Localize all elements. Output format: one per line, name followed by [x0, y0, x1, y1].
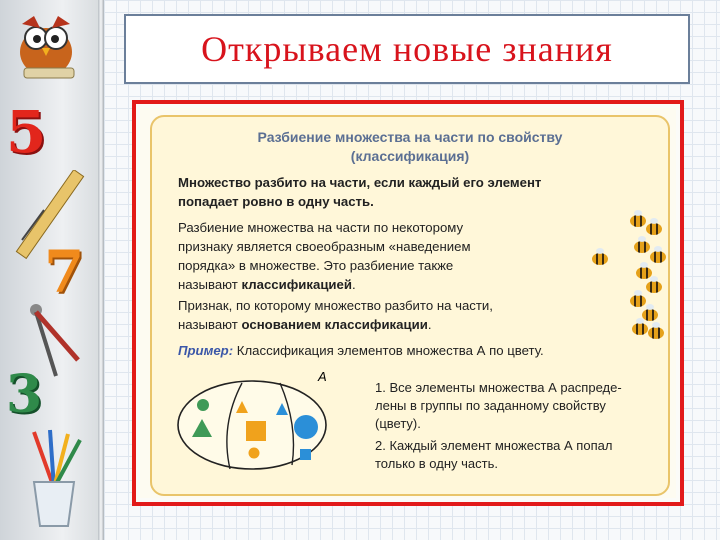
definition-text: Множество разбито на части, если каждый его элемент попадает ровно в одну часть. — [178, 175, 542, 209]
term-basis: основанием классификации — [241, 317, 428, 332]
title-box — [124, 14, 690, 84]
card-heading-line1: Разбиение множества на части по свойству — [257, 129, 563, 145]
left-decor-strip — [0, 0, 104, 540]
blue-circle — [294, 415, 318, 439]
orange-circle — [249, 448, 260, 459]
content-frame — [132, 100, 684, 506]
blue-square — [300, 449, 311, 460]
set-diagram — [172, 369, 348, 477]
paragraph-classification: Разбиение множества на части по некоторому признаку является своеобразным «наведением порядка» в множестве. Это разбиение также называют классификацией. — [178, 220, 471, 292]
deco-number-3: 3 — [6, 364, 43, 425]
example-label: Пример: — [178, 343, 234, 358]
list-item-2: 2. Каждый элемент множества А попал только в одну часть. — [375, 438, 613, 471]
paragraph-basis: Признак, по которому множество разбито на части, называют основанием классификации. — [178, 298, 493, 332]
deco-number-7: 7 — [44, 238, 85, 306]
deco-number-5: 5 — [6, 98, 47, 166]
green-circle — [197, 399, 209, 411]
textbook-card — [150, 115, 670, 496]
example-line: Пример: Классификация элементов множества А по цвету. — [178, 343, 544, 358]
term-classification: классификацией — [241, 277, 352, 292]
owl-icon — [4, 4, 90, 84]
card-heading-line2: (классификация) — [350, 148, 470, 164]
list-item-1: 1. Все элементы множества А распреде- лены в группы по заданному свойству (цвету). — [375, 380, 622, 431]
textbook-scan — [140, 108, 676, 498]
pencil-cup-icon — [14, 428, 94, 528]
page-title: Открываем новые знания — [201, 29, 613, 69]
set-label: А — [318, 369, 327, 384]
orange-square — [246, 421, 266, 441]
